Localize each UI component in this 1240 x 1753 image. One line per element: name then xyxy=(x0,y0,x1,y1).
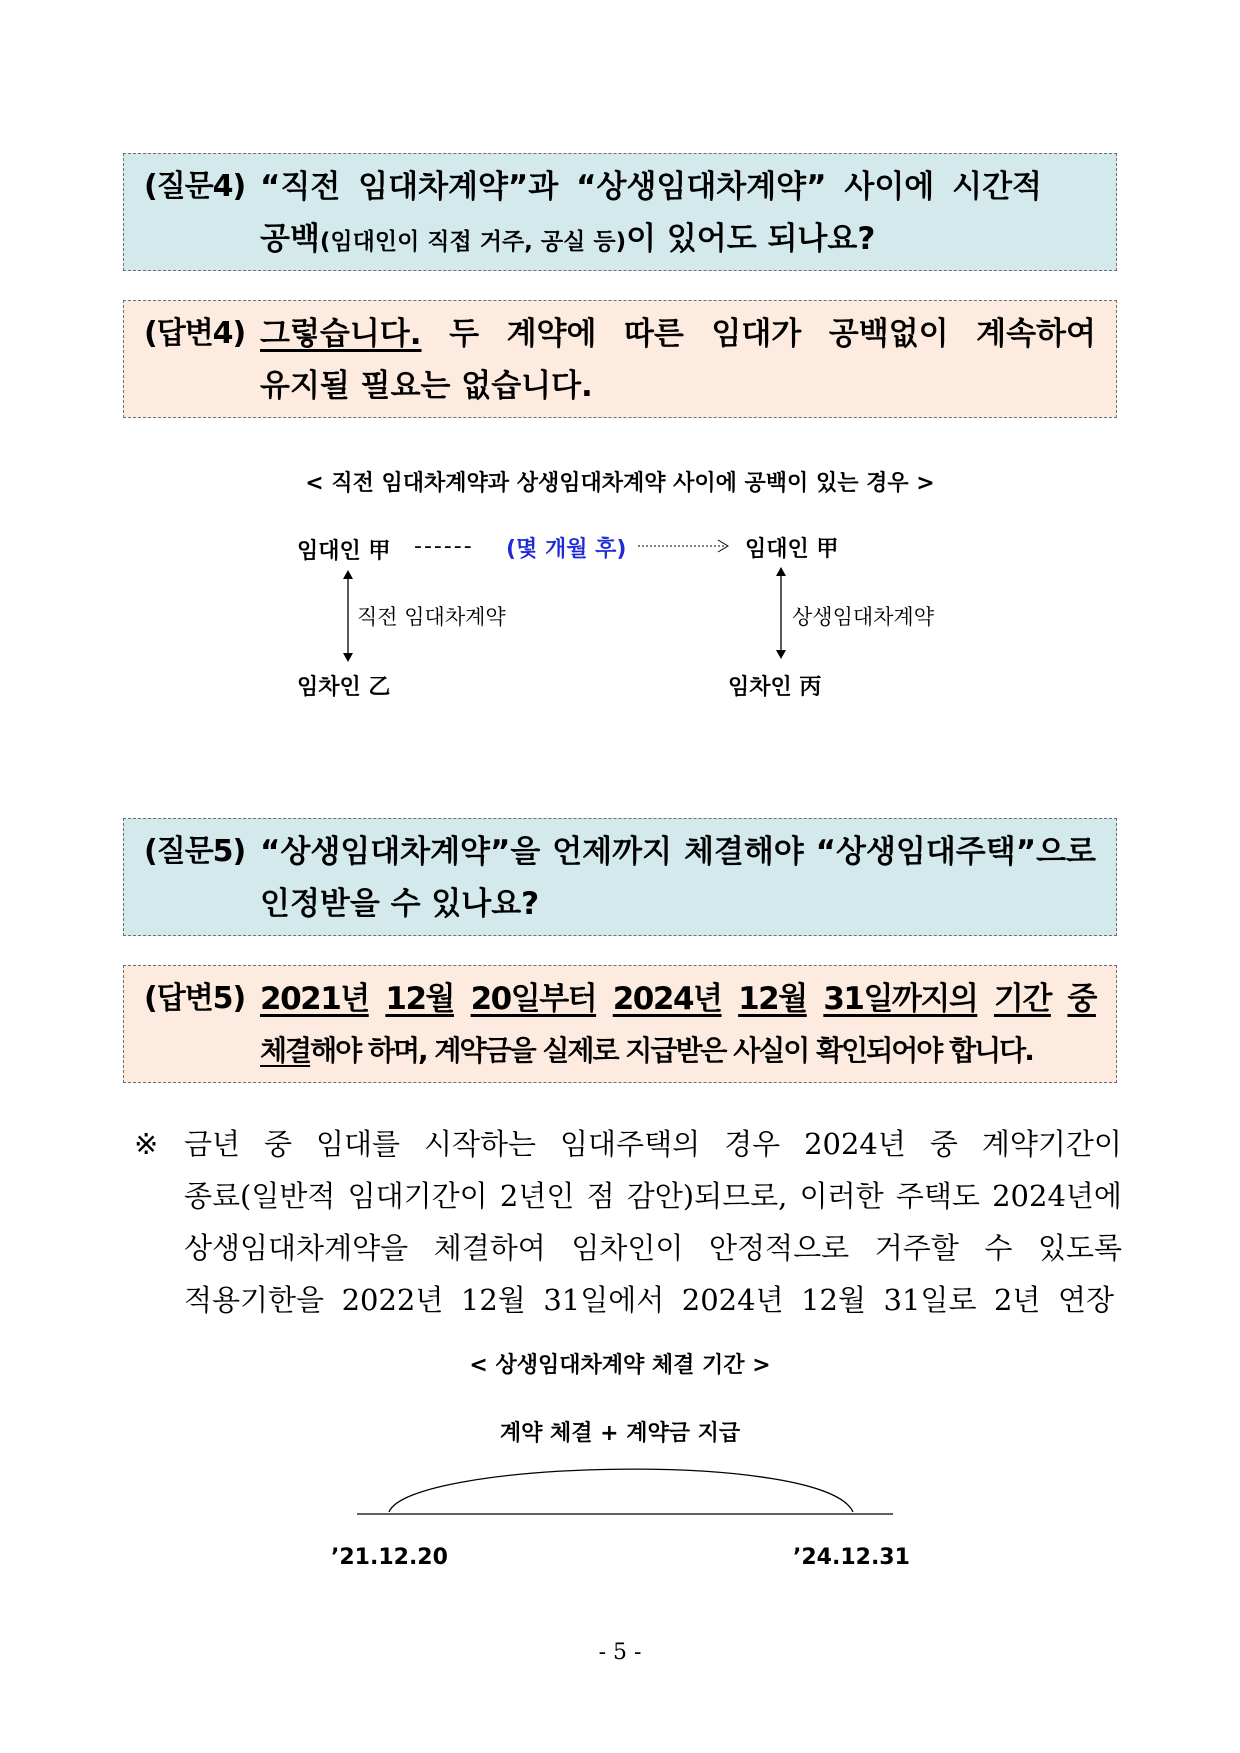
question-5-tag: (질문5) xyxy=(144,834,246,869)
prev-contract-arrow xyxy=(341,570,355,662)
note-word: 임차인이 xyxy=(571,1231,684,1265)
note-word: 시작하는 xyxy=(424,1127,537,1161)
tenant-left: 임차인 乙 xyxy=(297,675,391,700)
new-contract-arrow xyxy=(774,567,788,659)
diagram-2-caption: < 상생임대차계약 체결 기간 > xyxy=(469,1353,771,1378)
period-arc xyxy=(355,1455,895,1520)
q4-word: 시간적 xyxy=(952,169,1042,205)
note-word: 안정적으로 xyxy=(709,1231,850,1265)
a5-line2-rest: 해야 하며, 계약금을 실제로 지급받은 사실이 확인되어야 합니다. xyxy=(310,1034,1033,1067)
a4-underlined: 그렇습니다. xyxy=(260,316,422,352)
tenant-right: 임차인 丙 xyxy=(728,675,822,700)
landlord-right: 임대인 甲 xyxy=(745,537,839,562)
prev-contract-label: 직전 임대차계약 xyxy=(357,605,506,629)
note-word: 2년인 xyxy=(499,1179,575,1213)
note-word: 경우 xyxy=(724,1127,781,1161)
note-word: 점 xyxy=(586,1179,615,1213)
q4-word: 사이에 xyxy=(844,169,935,205)
q4-word: “상생임대차계약” xyxy=(576,169,827,205)
answer-5-box xyxy=(123,965,1117,1083)
question-4-tag: (질문4) xyxy=(144,169,246,204)
q5-line2: 인정받을 수 있나요? xyxy=(260,886,540,922)
note-word: 체결하여 xyxy=(433,1231,546,1265)
answer-5-tag: (답변5) xyxy=(144,981,246,1016)
a4-word: 따른 xyxy=(623,316,684,352)
note-word: 주택도 xyxy=(895,1179,980,1213)
q5-word: 체결해야 xyxy=(683,834,804,870)
note-word: 이러한 xyxy=(799,1179,884,1213)
note-word: 연장 xyxy=(1057,1283,1114,1317)
q4-line2-b: (임대인이 직접 거주, 공실 등) xyxy=(319,229,627,255)
a5-word: 2024년 xyxy=(612,981,722,1017)
note-word: 12월 xyxy=(801,1283,867,1317)
note-line xyxy=(184,1118,1122,1170)
q4-line2-c: 이 있어도 되나요? xyxy=(626,221,876,257)
note-word: 적용기한을 xyxy=(184,1283,325,1317)
a5-word: 2021년 xyxy=(260,981,369,1017)
q4-word: “직전 xyxy=(260,169,341,205)
start-date: ’21.12.20 xyxy=(331,1545,448,1570)
q4-line2-a: 공백 xyxy=(260,221,320,257)
a4-line2: 유지될 필요는 없습니다. xyxy=(260,368,593,404)
question-4-box xyxy=(123,153,1117,271)
diagram-1-caption: < 직전 임대차계약과 상생임대차계약 사이에 공백이 있는 경우 > xyxy=(305,471,935,496)
note-word: 12월 xyxy=(460,1283,526,1317)
note-word: 2024년에 xyxy=(992,1179,1122,1213)
note-word: 거주할 xyxy=(874,1231,959,1265)
note-line xyxy=(184,1222,1122,1274)
q5-word: 언제까지 xyxy=(552,834,673,870)
note-word: 금년 xyxy=(184,1127,241,1161)
end-date: ’24.12.31 xyxy=(793,1545,910,1570)
a4-word: 임대가 xyxy=(711,316,802,352)
landlord-left: 임대인 甲 xyxy=(297,539,391,564)
note-word: 임대주택의 xyxy=(560,1127,701,1161)
a5-word: 20일부터 xyxy=(470,981,597,1017)
note-word: 상생임대차계약을 xyxy=(184,1231,409,1265)
note-word: 중 xyxy=(929,1127,958,1161)
note-word: 2022년 xyxy=(341,1283,444,1317)
a4-word: 계속하여 xyxy=(976,316,1096,352)
answer-4-tag: (답변4) xyxy=(144,316,246,351)
a4-word: 두 xyxy=(449,316,480,352)
a4-word: 공백없이 xyxy=(828,316,949,352)
dashes: ------ xyxy=(414,534,474,559)
q4-word: 임대차계약”과 xyxy=(358,169,559,205)
note-line xyxy=(184,1170,1122,1222)
note-word: 있도록 xyxy=(1037,1231,1122,1265)
a5-word: 12월 xyxy=(738,981,807,1017)
a5-word: 12월 xyxy=(385,981,454,1017)
gap-arrow xyxy=(638,536,733,556)
gap-label: (몇 개월 후) xyxy=(506,537,627,562)
q5-word: “상생임대주택”으로 xyxy=(815,834,1096,870)
note-word: 중 xyxy=(264,1127,293,1161)
note-word: 2024년 xyxy=(804,1127,906,1161)
arc-label: 계약 체결 + 계약금 지급 xyxy=(499,1421,741,1446)
note-word: 임대를 xyxy=(315,1127,401,1161)
note-word: 31일로 xyxy=(883,1283,977,1317)
new-contract-label: 상생임대차계약 xyxy=(792,605,935,629)
note-mark: ※ xyxy=(134,1127,159,1161)
note-word: 임대기간이 xyxy=(347,1179,488,1213)
note xyxy=(134,1118,1124,1326)
note-line xyxy=(184,1274,1114,1326)
note-word: 계약기간이 xyxy=(981,1127,1122,1161)
answer-4-box xyxy=(123,300,1117,418)
note-word: 감안)되므로, xyxy=(626,1179,788,1213)
note-word: 수 xyxy=(984,1231,1013,1265)
note-word: 종료(일반적 xyxy=(184,1179,336,1213)
note-word: 2024년 xyxy=(681,1283,784,1317)
note-word: 2년 xyxy=(993,1283,1041,1317)
a5-word: 31일까지의 xyxy=(823,981,978,1017)
a4-word: 계약에 xyxy=(506,316,597,352)
a5-word: 기간 xyxy=(993,981,1051,1017)
q5-word: “상생임대차계약”을 xyxy=(260,834,541,870)
a5-line2-underlined: 체결 xyxy=(260,1034,311,1067)
question-5-box xyxy=(123,818,1117,936)
a5-word: 중 xyxy=(1067,981,1096,1017)
note-word: 31일에서 xyxy=(543,1283,665,1317)
page-number: - 5 - xyxy=(598,1640,642,1665)
